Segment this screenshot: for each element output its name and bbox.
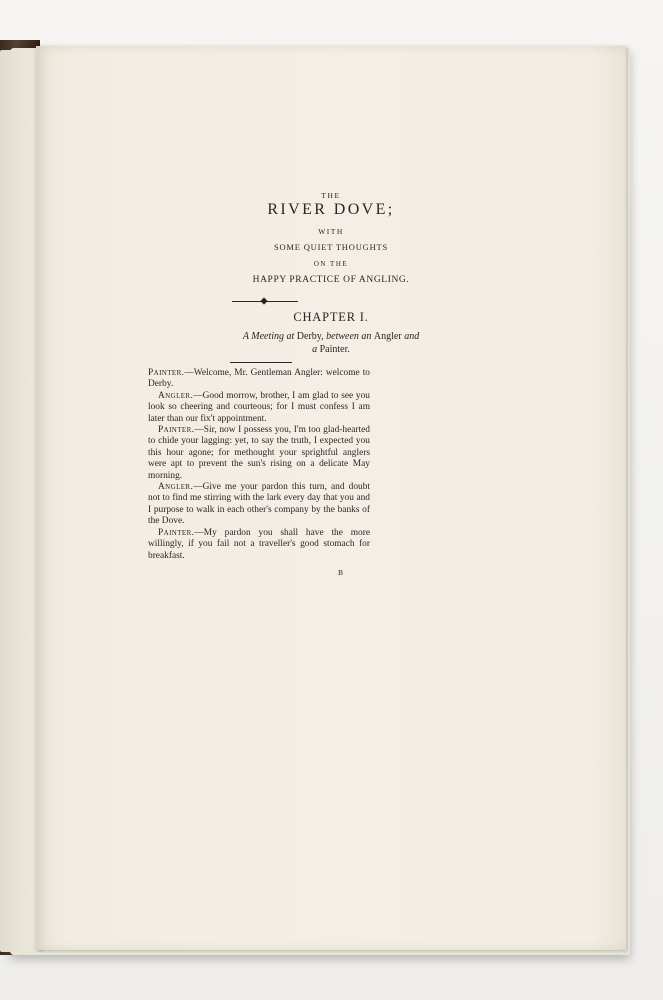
dialogue-line: —Good morrow, brother, I am glad to see you look so cheering and courteous; for I must confess I am later than our fix't appointment. [148, 390, 370, 424]
speaker-name: Painter. [158, 527, 195, 538]
ornament-divider [232, 298, 298, 304]
dialogue-paragraph [148, 368, 370, 391]
book-title: RIVER DOVE; [267, 201, 395, 218]
heading-part: A Meeting at [242, 331, 297, 342]
title-the: THE [321, 191, 341, 200]
chapter-rule [230, 362, 292, 363]
heading-angler: Angler [373, 331, 402, 342]
speaker-name: Painter. [148, 368, 185, 378]
heading-part: between an [323, 331, 374, 342]
dialogue-line: —Sir, now I possess you, I'm too glad-hearted to chide your lagging: yet, to say the truth, I expected you this hour agone; for methought your sprightful anglers were apt to prevent the sun's rising on a delicate May morning. [148, 425, 370, 481]
subtitle-some-quiet-thoughts: SOME QUIET THOUGHTS [273, 242, 389, 252]
dialogue-line: —Give me your pardon this turn, and doubt not to find me stirring with the lark every day that you and I purpose to walk in each other's company by the banks of the Dove. [148, 482, 370, 527]
speaker-name: Angler. [158, 390, 194, 401]
heading-part: and [401, 331, 420, 342]
chapter-number: CHAPTER I. [293, 310, 369, 324]
dialogue-text [148, 368, 370, 562]
dialogue-line: —Welcome, Mr. Gentleman Angler: welcome to Derby. [148, 368, 370, 390]
subtitle-on-the: ON THE [313, 260, 349, 268]
speaker-name: Angler. [158, 482, 194, 493]
speaker-name: Painter. [158, 425, 195, 436]
dialogue-line: —My pardon you shall have the more willingly, if you fail not a traveller's good stomach for breakfast. [148, 527, 370, 561]
dialogue-paragraph [148, 528, 370, 562]
dialogue-paragraph [148, 482, 370, 528]
chapter-heading [36, 331, 626, 356]
heading-derby: Derby, [296, 331, 324, 342]
subtitle-happy-practice: HAPPY PRACTICE OF ANGLING. [252, 275, 410, 285]
signature-mark: B [338, 568, 344, 577]
heading-part: a [312, 343, 320, 355]
ornament-diamond-icon [260, 297, 267, 304]
dialogue-paragraph [148, 425, 370, 482]
title-with: WITH [318, 227, 344, 236]
dialogue-paragraph [148, 391, 370, 425]
book-page [36, 46, 626, 950]
heading-painter: Painter. [319, 343, 350, 355]
